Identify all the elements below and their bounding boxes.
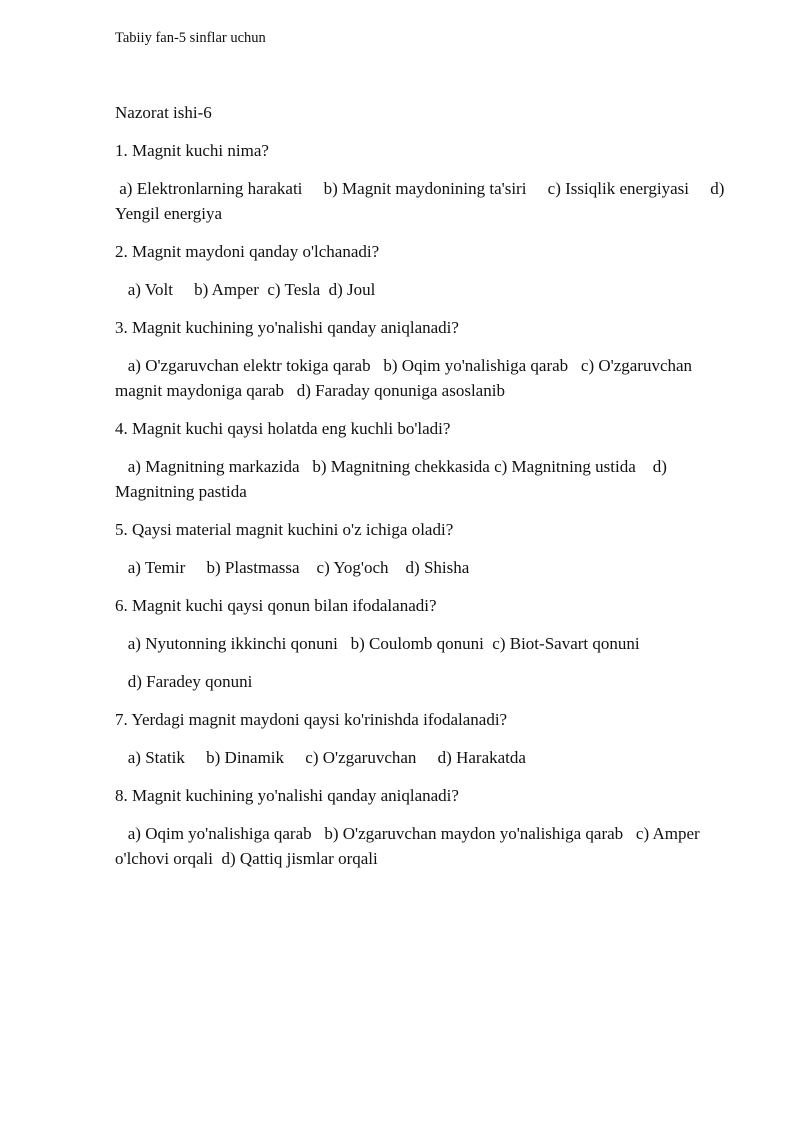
question-4-options: a) Magnitning markazida b) Magnitning chekkasida c) Magnitning ustida d) Magnitning pastida [115, 457, 672, 501]
question-3-options: a) O'zgaruvchan elektr tokiga qarab b) Oqim yo'nalishiga qarab c) O'zgaruvchan magnit maydoniga qarab d) Faraday qonuniga asoslanib [115, 356, 697, 400]
question-3: 3. Magnit kuchining yo'nalishi qanday aniqlanadi? [115, 318, 459, 337]
question-2: 2. Magnit maydoni qanday o'lchanadi? [115, 242, 380, 261]
question-5: 5. Qaysi material magnit kuchini o'z ichiga oladi? [115, 520, 454, 539]
document-title: Nazorat ishi-6 [115, 103, 212, 122]
question-6: 6. Magnit kuchi qaysi qonun bilan ifodalanadi? [115, 596, 437, 615]
question-8-options: a) Oqim yo'nalishiga qarab b) O'zgaruvchan maydon yo'nalishiga qarab c) Amper o'lchovi orqali d) Qattiq jismlar orqali [115, 824, 704, 868]
question-6-options: a) Nyutonning ikkinchi qonuni b) Coulomb qonuni c) Biot-Savart qonuni [115, 634, 640, 653]
question-8: 8. Magnit kuchining yo'nalishi qanday aniqlanadi? [115, 786, 459, 805]
document-body [115, 100, 730, 884]
question-2-options: a) Volt b) Amper c) Tesla d) Joul [115, 280, 376, 299]
question-1: 1. Magnit kuchi nima? [115, 141, 269, 160]
question-4: 4. Magnit kuchi qaysi holatda eng kuchli bo'ladi? [115, 419, 451, 438]
question-7: 7. Yerdagi magnit maydoni qaysi ko'rinishda ifodalanadi? [115, 710, 508, 729]
question-6-options-continued: d) Faradey qonuni [115, 672, 253, 691]
question-5-options: a) Temir b) Plastmassa c) Yog'och d) Shisha [115, 558, 470, 577]
page-header: Tabiiy fan-5 sinflar uchun [115, 30, 266, 46]
question-7-options: a) Statik b) Dinamik c) O'zgaruvchan d) Harakatda [115, 748, 526, 767]
question-1-options: a) Elektronlarning harakati b) Magnit maydonining ta'siri c) Issiqlik energiyasi d) Yengil energiya [115, 179, 729, 223]
